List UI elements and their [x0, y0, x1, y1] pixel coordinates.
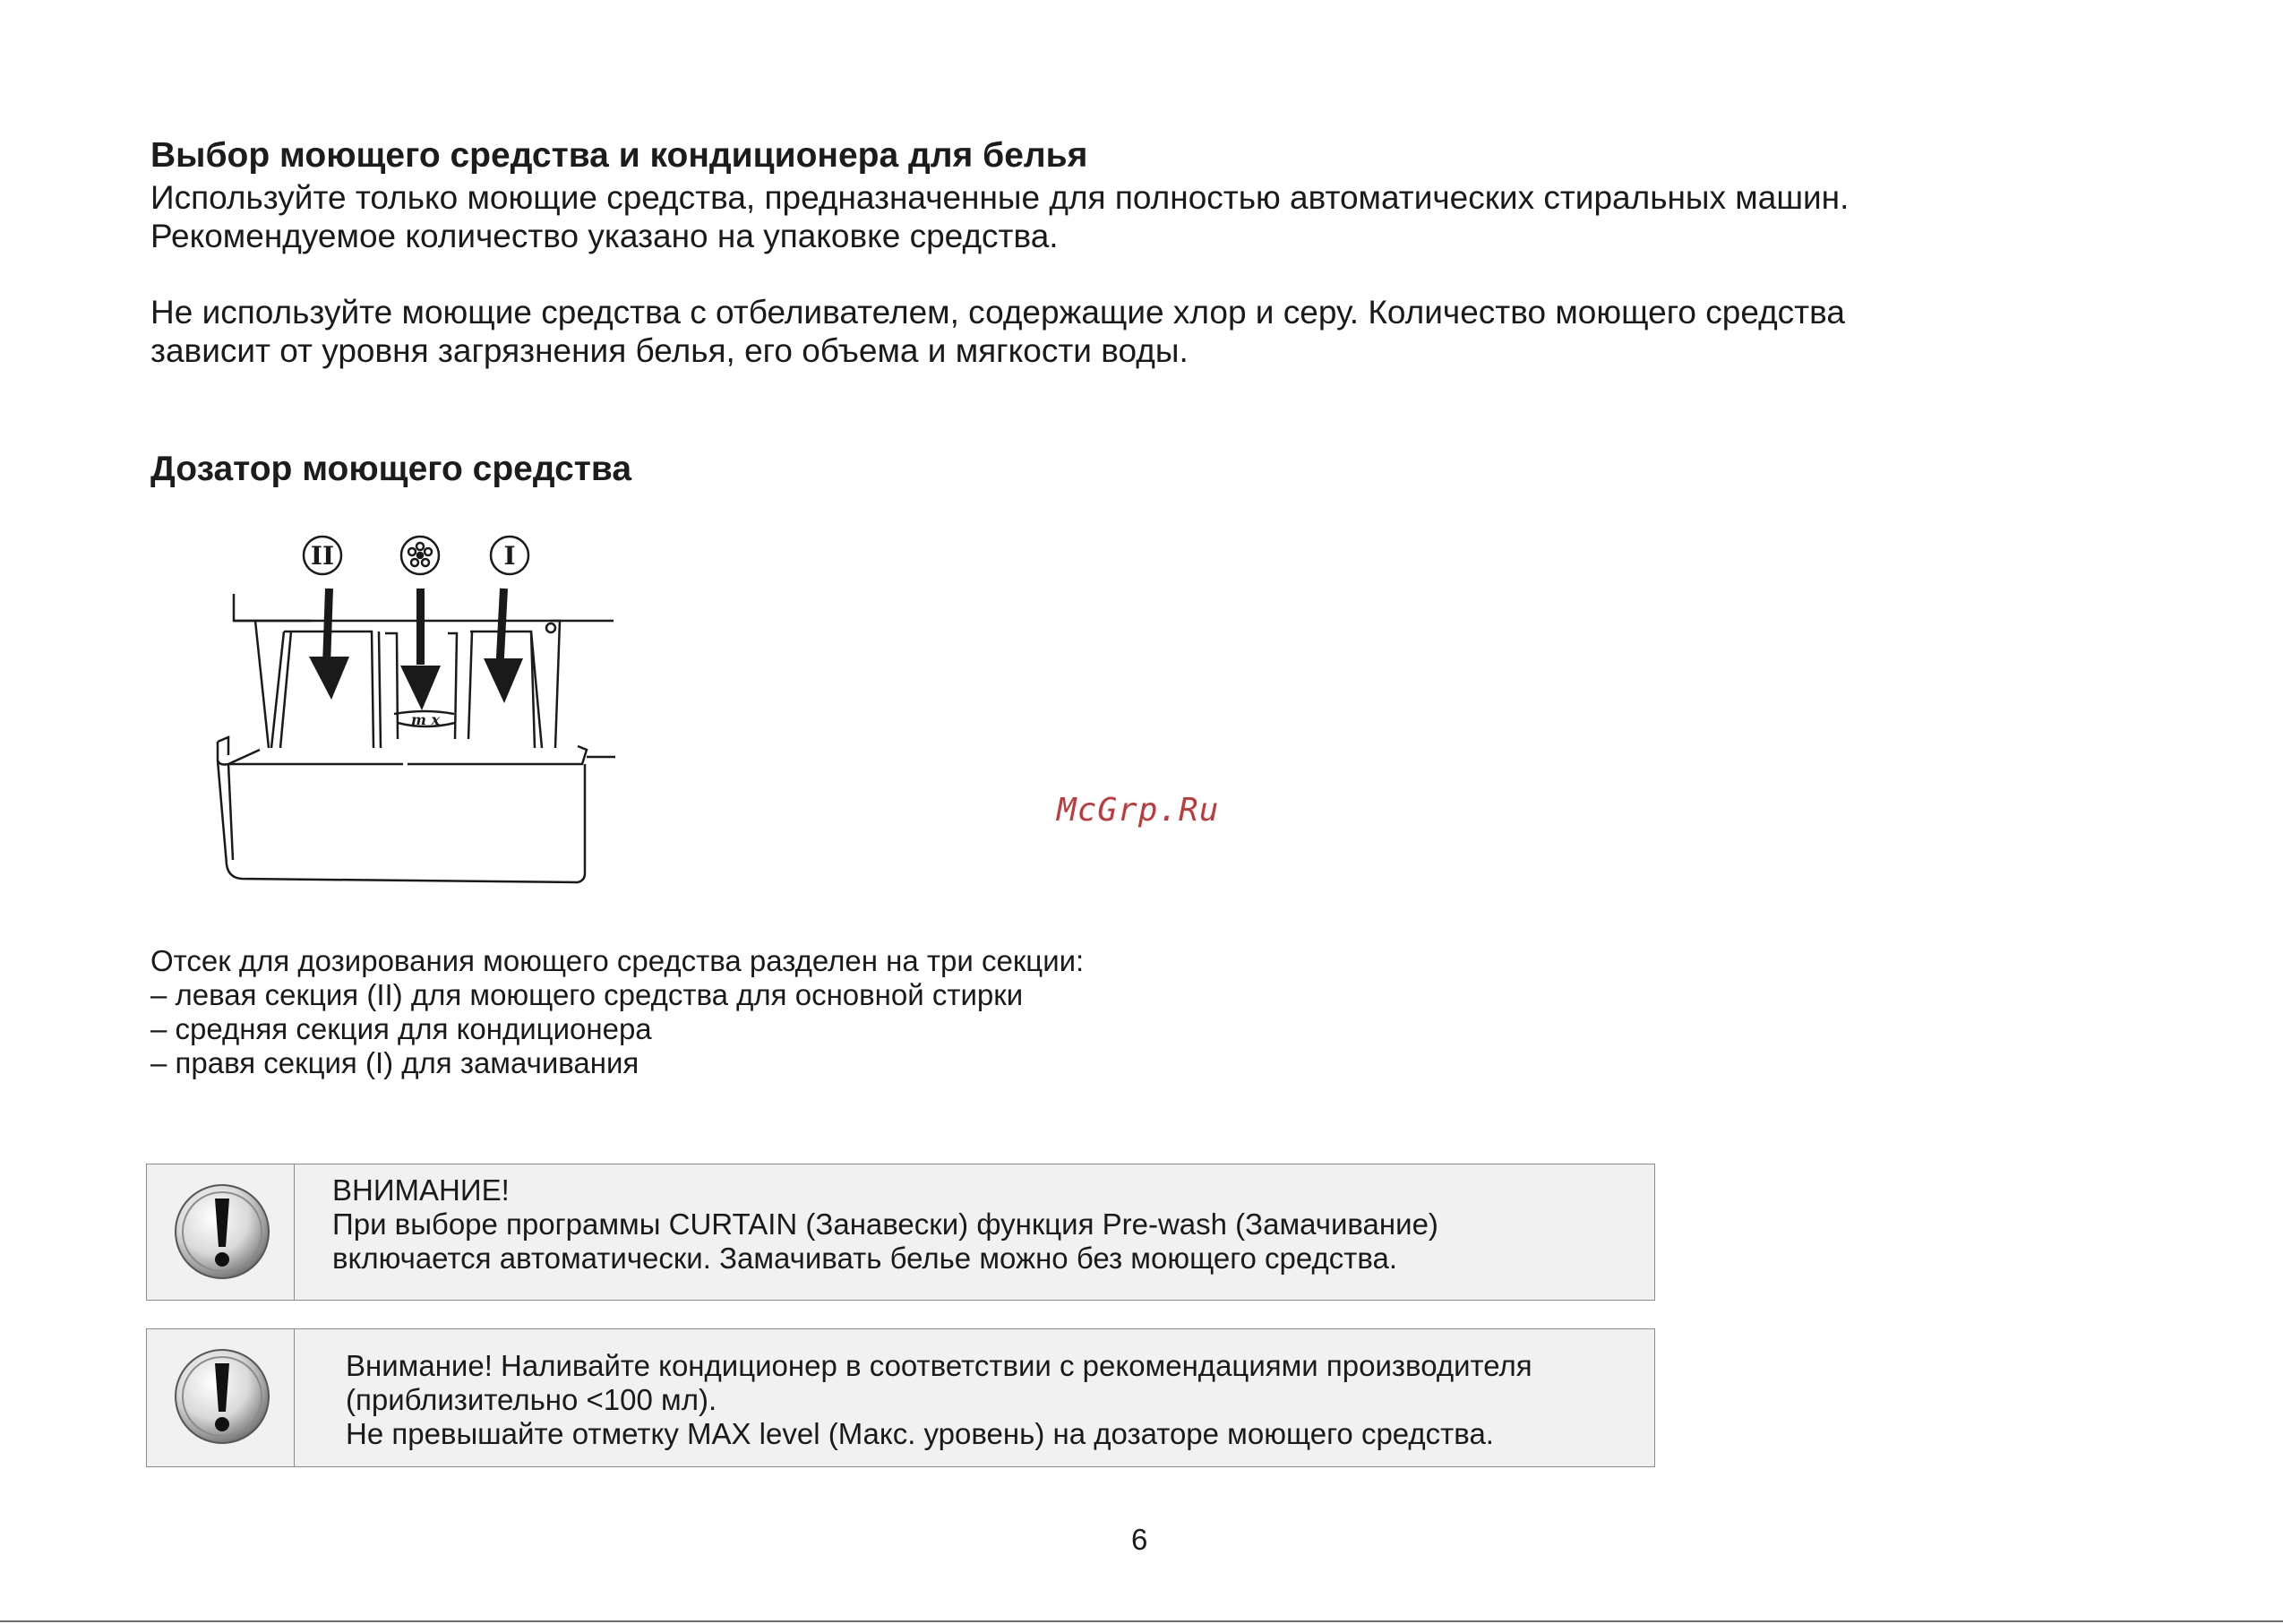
warning-text — [332, 1173, 1438, 1276]
warning-icon-cell — [147, 1329, 295, 1466]
warning-line: Внимание! Наливайте кондиционер в соответствии с рекомендациями производителя — [346, 1349, 1532, 1382]
paragraph-line: зависит от уровня загрязнения белья, его объема и мягкости воды. — [150, 332, 1189, 369]
section-heading-detergent-choice: Выбор моющего средства и кондиционера для белья — [150, 136, 1088, 175]
list-item: – левая секция (II) для моющего средства для основной стирки — [150, 978, 1024, 1011]
list-item: – правя секция (I) для замачивания — [150, 1046, 639, 1079]
warning-line: включается автоматически. Замачивать белье можно без моющего средства. — [332, 1242, 1398, 1275]
warning-note-curtain — [146, 1164, 1655, 1301]
exclamation-icon — [173, 1347, 271, 1446]
compartment-ii-label: II — [310, 541, 335, 571]
section-heading-dispenser: Дозатор моющего средства — [150, 450, 632, 488]
warning-note-softener — [146, 1328, 1655, 1467]
dispenser-drawer-illustration — [202, 524, 622, 909]
exclamation-icon — [173, 1182, 271, 1281]
paragraph-line: Используйте только моющие средства, предназначенные для полностью автоматических стиральных машин. — [150, 179, 1850, 216]
paragraph-detergent-usage — [150, 178, 1849, 255]
dispenser-sections-list — [150, 944, 1084, 1080]
page-number: 6 — [1131, 1523, 1148, 1556]
list-item: Отсек для дозирования моющего средства разделен на три секции: — [150, 944, 1085, 977]
warning-icon-cell — [147, 1164, 295, 1300]
page-bottom-rule — [0, 1620, 2283, 1622]
warning-line: Не превышайте отметку MAX level (Макс. уровень) на дозаторе моющего средства. — [346, 1417, 1494, 1450]
compartment-i-label: I — [503, 541, 516, 571]
warning-line: При выборе программы CURTAIN (Занавески) функция Pre-wash (Замачивание) — [332, 1207, 1438, 1241]
list-item: – средняя секция для кондиционера — [150, 1012, 652, 1045]
warning-text — [346, 1349, 1532, 1451]
warning-line: (приблизительно <100 мл). — [346, 1383, 717, 1416]
warning-title: ВНИМАНИЕ! — [332, 1173, 510, 1207]
paragraph-line: Рекомендуемое количество указано на упаковке средства. — [150, 218, 1059, 254]
paragraph-line: Не используйте моющие средства с отбеливателем, содержащие хлор и серу. Количество моющего средства — [150, 294, 1845, 331]
paragraph-detergent-restrictions — [150, 293, 1845, 370]
max-level-mark: m x — [410, 711, 441, 728]
watermark: McGrp.Ru — [1057, 792, 1220, 829]
